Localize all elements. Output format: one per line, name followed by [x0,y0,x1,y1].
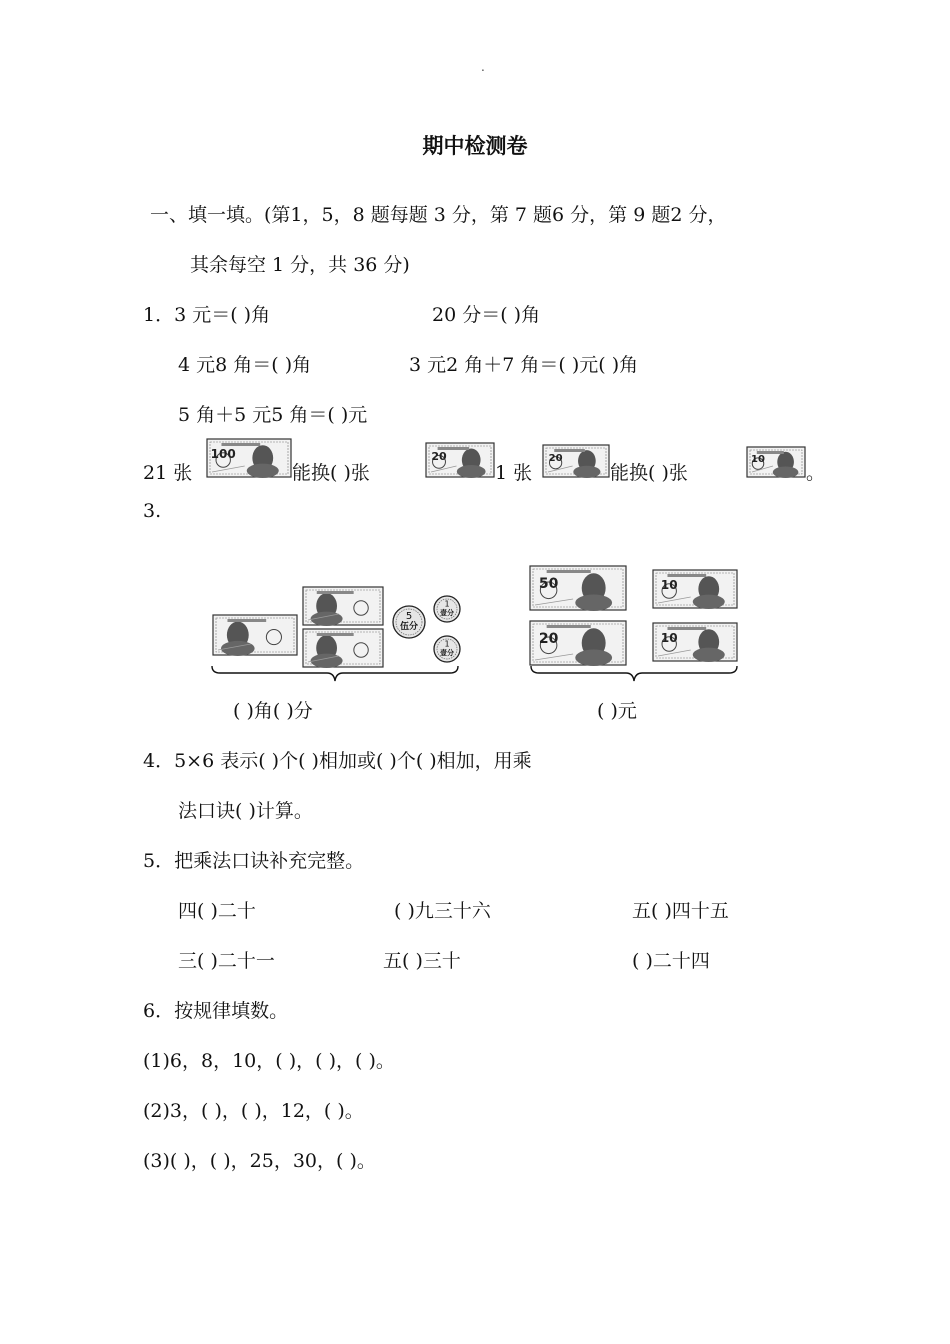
q6-sequence-2: (2)3，( )，( )，12，( )。 [143,1100,364,1122]
q2-count-21: 21 张 [143,462,193,484]
yuan-note-10-b [652,622,738,662]
q4-line1: 4．5×6 表示( )个( )相加或( )个( )相加，用乘 [143,750,532,772]
banknote-100 [206,438,292,478]
jiao-note-3 [302,628,384,668]
left-group-brace [210,664,460,684]
q1-sum-to-yuan: 5 角＋5 元5 角＝( )元 [178,404,368,426]
yuan-note-10-a [652,569,738,609]
section-heading-line1: 一、填一填。(第1，5，8 题每题 3 分，第 7 题6 分，第 9 题2 分， [150,204,727,226]
svg-text:10: 10 [660,578,678,592]
svg-text:20: 20 [431,450,447,463]
q5-item-3: 五( )四十五 [632,900,729,922]
q5-item-5: 五( )三十 [383,950,461,972]
jiao-note-2 [302,586,384,626]
svg-text:伍分: 伍分 [399,622,419,633]
yuan-note-50 [529,565,627,611]
banknote-10 [746,446,806,478]
q5-item-4: 三( )二十一 [178,950,275,972]
q2-end: 。 [806,462,826,484]
svg-text:100: 100 [210,447,236,461]
jiao-note-1 [212,614,298,656]
q5-item-1: 四( )二十 [178,900,256,922]
coin-5-fen [391,604,427,640]
header-dot: . [481,60,485,74]
svg-text:壹分: 壹分 [440,608,454,617]
svg-text:20: 20 [548,453,563,464]
svg-text:20: 20 [538,631,559,647]
q2-exchange-2: 能换( )张 [610,462,688,484]
svg-text:10: 10 [660,631,678,645]
q2-exchange-1: 能换( )张 [292,462,370,484]
svg-text:壹分: 壹分 [440,648,454,657]
q1-yuan-to-jiao: 1．3 元＝( )角 [143,304,271,326]
q1-fen-to-jiao: 20 分＝( )角 [432,304,541,326]
q1-sum-yuan-jiao: 3 元2 角＋7 角＝( )元( )角 [409,354,639,376]
q6-sequence-3: (3)( )，( )，25，30，( )。 [143,1150,376,1172]
q5-title: 5．把乘法口诀补充完整。 [143,850,365,872]
q6-sequence-1: (1)6，8，10，( )，( )，( )。 [143,1050,395,1072]
banknote-20-b [542,444,610,478]
page-title: 期中检测卷 [422,134,528,158]
q1-yuan-jiao-to-jiao: 4 元8 角＝( )角 [178,354,312,376]
q4-line2: 法口诀( )计算。 [178,800,313,822]
q6-title: 6．按规律填数。 [143,1000,289,1022]
q3-right-answer: ( )元 [597,700,637,722]
coin-1-fen-b [432,634,462,664]
svg-text:1: 1 [444,639,450,649]
q3-left-answer: ( )角( )分 [233,700,313,722]
banknote-20 [425,442,495,478]
coin-1-fen-a [432,594,462,624]
q5-item-6: ( )二十四 [632,950,710,972]
q5-item-2: ( )九三十六 [394,900,491,922]
right-group-brace [529,664,741,684]
q3-label: 3. [143,500,162,522]
q2-count-1: 1 张 [495,462,533,484]
section-heading-line2: 其余每空 1 分，共 36 分) [190,254,410,276]
svg-text:5: 5 [405,610,413,622]
svg-text:1: 1 [444,599,450,609]
yuan-note-20 [529,620,627,666]
svg-text:10: 10 [751,454,765,465]
svg-text:50: 50 [538,576,559,592]
